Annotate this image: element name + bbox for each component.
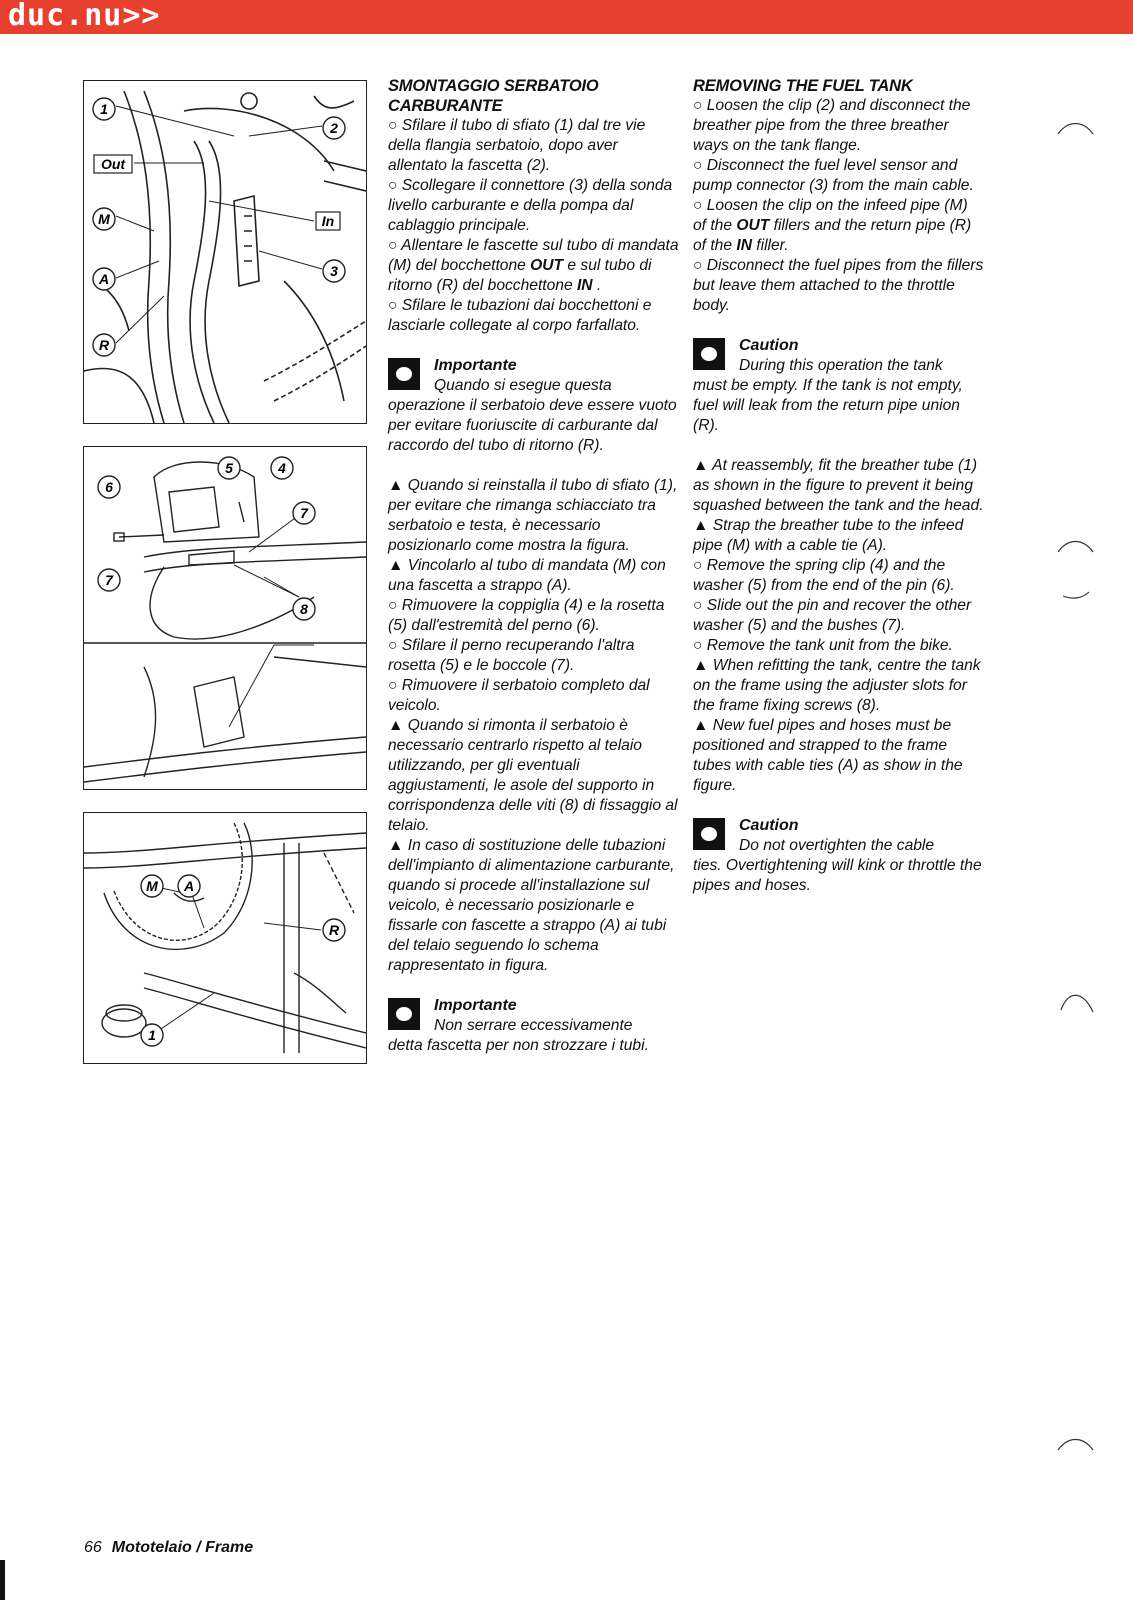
- note-text: must be empty. If the tank is not empty, fuel will leak from the return pipe union (R).: [693, 377, 963, 434]
- italian-heading-line2: CARBURANTE: [388, 97, 503, 115]
- callout-out: Out: [100, 156, 126, 172]
- italian-step: ○ Rimuovere il serbatoio completo dal veicolo.: [388, 677, 650, 714]
- figure-fuel-tank-pipes: [83, 80, 367, 424]
- italian-column: [388, 76, 680, 1056]
- page-number: 66: [84, 1539, 102, 1556]
- english-caution-note-2: [693, 816, 985, 896]
- warning-square-icon: [693, 338, 725, 370]
- note-text: ties. Overtightening will kink or throttle the pipes and hoses.: [693, 857, 982, 894]
- site-logo-text: duc.nu>>: [8, 0, 161, 33]
- warning-square-icon: [388, 998, 420, 1030]
- italian-heading: [388, 76, 680, 116]
- italian-out-label: OUT: [530, 257, 564, 274]
- italian-step: ▲ Vincolarlo al tubo di mandata (M) con una fascetta a strappo (A).: [388, 557, 666, 594]
- callout-in: In: [321, 213, 335, 229]
- english-step: ○ Loosen the clip (2) and disconnect the breather pipe from the three breather ways on the tank flange.: [693, 97, 971, 154]
- english-step: ○ Remove the spring clip (4) and the washer (5) from the end of the pin (6).: [693, 557, 955, 594]
- callout-7-upper: 7: [300, 505, 308, 521]
- italian-step: ○ Sfilare il tubo di sfiato (1) dal tre vie della flangia serbatoio, dopo aver allentato la fascetta (2).: [388, 117, 646, 174]
- italian-step: ○ Sfilare le tubazioni dai bocchettoni e lasciarle collegate al corpo farfallato.: [388, 297, 652, 334]
- tank-mount-illustration: [84, 447, 366, 789]
- site-banner: [0, 0, 1133, 34]
- note-text: Do not overtighten the cable: [739, 837, 935, 854]
- note-title: Importante: [434, 997, 517, 1014]
- english-step: ▲ New fuel pipes and hoses must be positioned and strapped to the frame tubes with cable ties (A) as show in the figure.: [693, 717, 963, 794]
- callout-6: 6: [105, 479, 113, 495]
- callout-3: 3: [330, 263, 338, 279]
- italian-step: ○ Rimuovere la coppiglia (4) e la rosetta (5) dall'estremità del perno (6).: [388, 597, 665, 634]
- pipe-routing-illustration: [84, 813, 366, 1063]
- callout-5: 5: [225, 460, 233, 476]
- section-title: Mototelaio / Frame: [111, 1539, 254, 1556]
- note-title: Caution: [739, 337, 799, 354]
- callout-m: M: [98, 211, 110, 227]
- english-step: ○ Disconnect the fuel pipes from the fillers but leave them attached to the throttle body.: [693, 257, 984, 314]
- italian-step-fittings: [388, 236, 680, 296]
- english-step: ▲ When refitting the tank, centre the tank on the frame using the adjuster slots for the frame fixing screws (8).: [693, 657, 981, 714]
- page-footer: [84, 1539, 253, 1557]
- callout-7-lower: 7: [105, 572, 113, 588]
- callout-r: R: [98, 337, 110, 353]
- callout-8: 8: [300, 601, 308, 617]
- italian-in-label: IN: [576, 277, 593, 294]
- english-step-fittings: [693, 196, 985, 256]
- warning-square-icon: [388, 358, 420, 390]
- italian-step: ▲ Quando si reinstalla il tubo di sfiato (1), per evitare che rimanga schiacciato tra serbatoio e testa, è necessario posizionarlo come mostra la figura.: [388, 477, 678, 554]
- english-step: ○ Remove the tank unit from the bike.: [693, 637, 953, 654]
- italian-step: ▲ Quando si rimonta il serbatoio è necessario centrarlo rispetto al telaio utilizzando, per gli eventuali aggiustamenti, le asole del supporto in corrispondenza delle viti (8) di fissaggio al telaio.: [388, 717, 678, 834]
- italian-step: ○ Sfilare il perno recuperando l'altra rosetta (5) e le boccole (7).: [388, 637, 635, 674]
- note-text: detta fascetta per non strozzare i tubi.: [388, 1037, 649, 1054]
- english-step: ○ Slide out the pin and recover the other washer (5) and the bushes (7).: [693, 597, 972, 634]
- callout-m: M: [146, 878, 158, 894]
- callout-a: A: [183, 878, 195, 894]
- callout-r: R: [328, 922, 340, 938]
- callout-2: 2: [330, 120, 338, 136]
- callout-1: 1: [100, 101, 108, 117]
- italian-important-note-2: [388, 996, 680, 1056]
- margin-bar: [0, 1560, 5, 1600]
- english-heading: REMOVING THE FUEL TANK: [693, 77, 913, 95]
- figure-tank-mount: [83, 446, 367, 790]
- note-text: operazione il serbatoio deve essere vuoto per evitare fuoriuscite di carburante dal raccordo del tubo di ritorno (R).: [388, 397, 677, 454]
- fuel-pipes-illustration: [84, 81, 366, 423]
- note-title: Importante: [434, 357, 517, 374]
- english-step-text: fillers and the return pipe (R) of the: [693, 217, 972, 254]
- italian-step: ○ Scollegare il connettore (3) della sonda livello carburante e della pompa dal cablaggio principale.: [388, 177, 673, 234]
- note-title: Caution: [739, 817, 799, 834]
- english-step-text: filler.: [751, 237, 789, 254]
- italian-step-text: ○ Allentare le fascette sul tubo di mandata (M) del bocchettone: [388, 237, 679, 274]
- warning-square-icon: [693, 818, 725, 850]
- english-step-text: ○ Loosen the clip on the infeed pipe (M) of the: [693, 197, 968, 234]
- italian-step-text: e sul tubo di ritorno (R) del bocchettone: [388, 257, 652, 294]
- italian-step-text: .: [592, 277, 602, 294]
- callout-a: A: [98, 271, 110, 287]
- italian-important-note-1: [388, 356, 680, 456]
- note-text: Quando si esegue questa: [434, 377, 612, 394]
- note-text: Non serrare eccessivamente: [434, 1017, 633, 1034]
- italian-heading-line1: SMONTAGGIO SERBATOIO: [388, 77, 599, 95]
- binder-hole-marks: [1053, 100, 1103, 1600]
- note-text: During this operation the tank: [739, 357, 943, 374]
- callout-1: 1: [148, 1027, 156, 1043]
- english-in-label: IN: [736, 237, 752, 254]
- english-step: ▲ At reassembly, fit the breather tube (1) as shown in the figure to prevent it being squashed between the tank and the head.: [693, 457, 984, 514]
- english-caution-note-1: [693, 336, 985, 436]
- figure-pipe-routing: [83, 812, 367, 1064]
- callout-4: 4: [278, 460, 286, 476]
- italian-step: ▲ In caso di sostituzione delle tubazioni dell'impianto di alimentazione carburante, quando si procede all'installazione sul veicolo, è necessario posizionarle e fissarle con fascette a strappo (A) ai tubi del telaio seguendo lo schema rappresentato in figura.: [388, 837, 675, 974]
- english-out-label: OUT: [736, 217, 770, 234]
- english-step: ▲ Strap the breather tube to the infeed pipe (M) with a cable tie (A).: [693, 517, 964, 554]
- english-step: ○ Disconnect the fuel level sensor and pump connector (3) from the main cable.: [693, 157, 974, 194]
- english-column: [693, 76, 985, 896]
